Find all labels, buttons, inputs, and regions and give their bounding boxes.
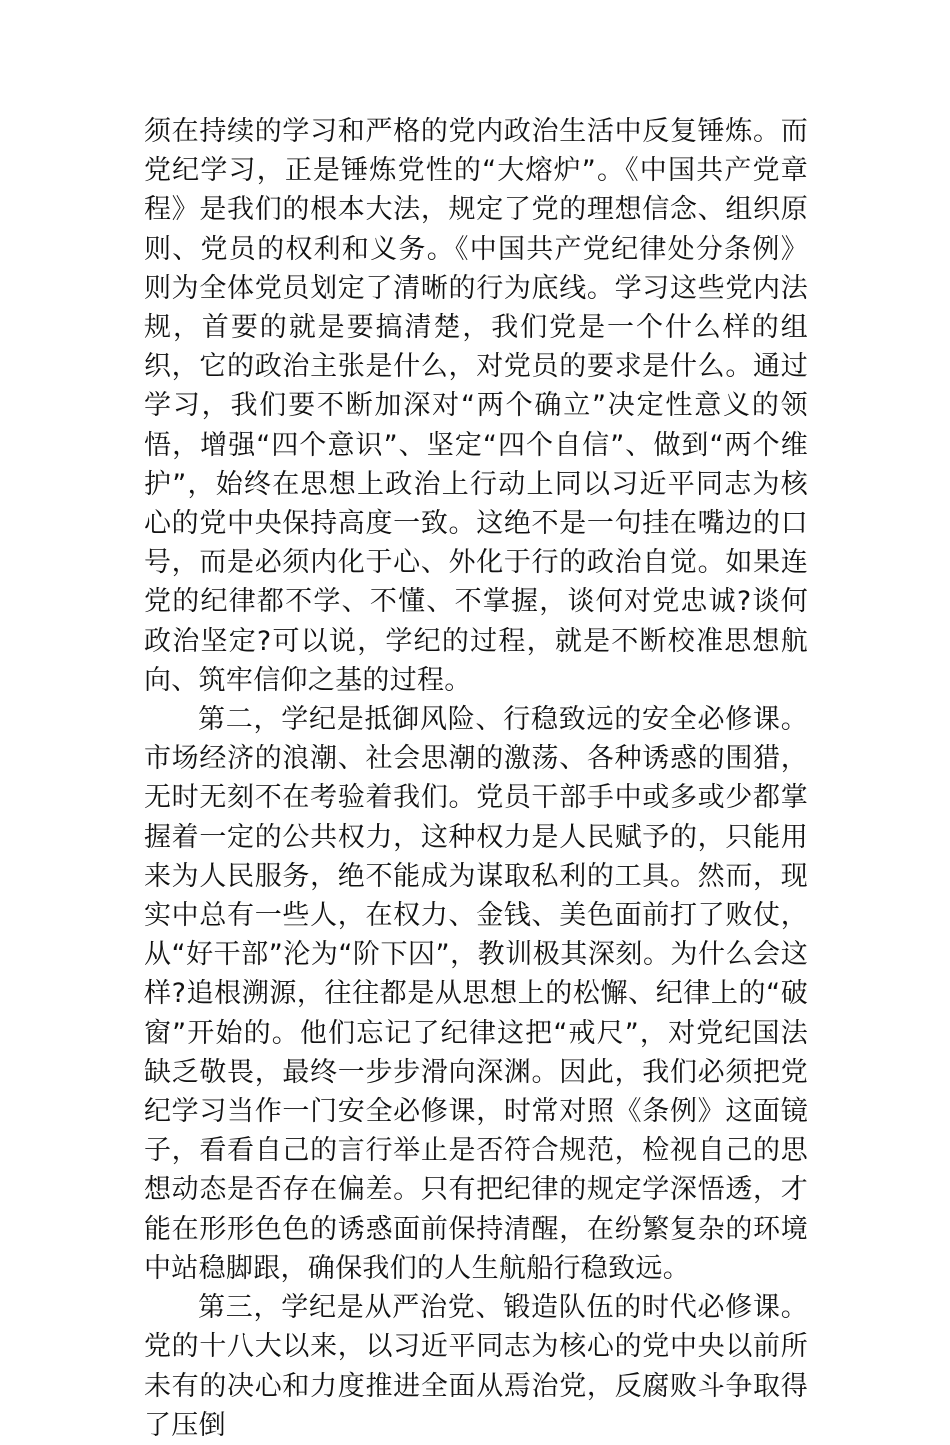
document-body — [144, 112, 808, 1445]
paragraph-third-point: 第三，学纪是从严治党、锻造队伍的时代必修课。党的十八大以来，以习近平同志为核心的党中央以前所未有的决心和力度推进全面从焉治党，反腐败斗争取得了压倒 — [144, 1292, 808, 1441]
paragraph-second-point: 第二，学纪是抵御风险、行稳致远的安全必修课。市场经济的浪潮、社会思潮的激荡、各种诱惑的围猎，无时无刻不在考验着我们。党员干部手中或多或少都掌握着一定的公共权力，这种权力是人民赋予的，只能用来为人民服务，绝不能成为谋取私利的工具。然而，现实中总有一些人，在权力、金钱、美色面前打了败仗，从“好干部”沦为“阶下囚”，教训极其深刻。为什么会这样?追根溯源，往往都是从思想上的松懈、纪律上的“破窗”开始的。他们忘记了纪律这把“戒尺”，对党纪国法缺乏敬畏，最终一步步滑向深渊。因此，我们必须把党纪学习当作一门安全必修课，时常对照《条例》这面镜子，看看自己的言行举止是否符合规范，检视自己的思想动态是否存在偏差。只有把纪律的规定学深悟透，才能在形形色色的诱惑面前保持清醒，在纷繁复杂的环境中站稳脚跟，确保我们的人生航船行稳致远。 — [144, 704, 808, 1284]
paragraph-continuation: 须在持续的学习和严格的党内政治生活中反复锤炼。而党纪学习，正是锤炼党性的“大熔炉”。《中国共产党章程》是我们的根本大法，规定了党的理想信念、组织原则、党员的权利和义务。《中国共产党纪律处分条例》则为全体党员划定了清晰的行为底线。学习这些党内法规，首要的就是要搞清楚，我们党是一个什么样的组织，它的政治主张是什么，对党员的要求是什么。通过学习，我们要不断加深对“两个确立”决定性意义的领悟，增强“四个意识”、坚定“四个自信”、做到“两个维护”，始终在思想上政治上行动上同以习近平同志为核心的党中央保持高度一致。这绝不是一句挂在嘴边的口号，而是必须内化于心、外化于行的政治自觉。如果连党的纪律都不学、不懂、不掌握，谈何对党忠诚?谈何政治坚定?可以说，学纪的过程，就是不断校准思想航向、筑牢信仰之基的过程。 — [144, 116, 808, 696]
